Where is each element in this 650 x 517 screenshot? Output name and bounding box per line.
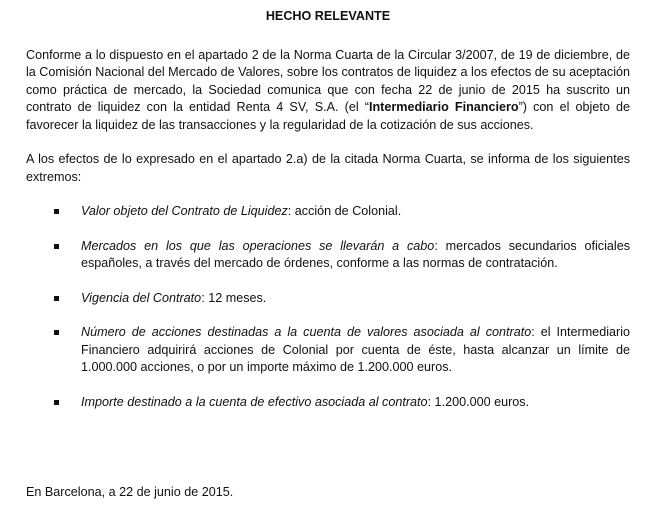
bullet-term: Número de acciones destinadas a la cuenta de valores asociada al contrato (81, 325, 532, 339)
intro-paragraph (26, 47, 630, 135)
bullet-term: Mercados en los que las operaciones se llevarán a cabo (81, 238, 435, 253)
bullet-term: Valor objeto del Contrato de Liquidez (81, 204, 288, 218)
bullet-text: : 12 meses. (201, 290, 267, 305)
list-item (26, 324, 630, 377)
intro-text-start: Conforme a lo dispuesto en el apartado 2 de la Norma Cuarta de la Circular 3/2007, de 19 de diciembre, de la Comisión Nacional del Mercado de Valores, sobre los contratos de liquidez a los efectos de su aceptación como práctica de mercado, la Sociedad comunica que con fecha 22 de junio de 2015 ha suscrito un contrato de liquidez con la entidad Renta 4 SV, S.A. (el “ (26, 47, 630, 114)
list-item (26, 290, 630, 308)
intro-text-end: ”) con el objeto de favorecer la liquidez de las transacciones y la regularidad de la cotización de sus acciones. (26, 100, 630, 132)
bullet-term: Importe destinado a la cuenta de efectivo asociada al contrato (81, 394, 428, 409)
square-bullet-icon (54, 244, 59, 249)
square-bullet-icon (54, 209, 59, 214)
document-title: HECHO RELEVANTE (265, 9, 391, 23)
square-bullet-icon (54, 296, 59, 301)
bullet-text: : 1.200.000 euros. (427, 394, 530, 409)
square-bullet-icon (54, 400, 59, 405)
bullet-text: : el Intermediario Financiero adquirirá acciones de Colonial por cuenta de éste, hasta alcanzar un límite de 1.000.000 acciones, o por un importe máximo de 1.200.000 euros. (81, 325, 630, 374)
extremes-list (26, 203, 630, 411)
list-item (26, 238, 630, 273)
bullet-text: : mercados secundarios oficiales españoles, a través del mercado de órdenes, conforme a las normas de contratación. (81, 238, 630, 270)
list-item (26, 394, 630, 412)
list-item (26, 203, 630, 221)
extremes-paragraph: A los efectos de lo expresado en el apartado 2.a) de la citada Norma Cuarta, se informa de los siguientes extremos: (26, 152, 630, 184)
document-page (26, 8, 630, 428)
closing-line: En Barcelona, a 22 de junio de 2015. (26, 485, 234, 499)
bullet-text: : acción de Colonial. (287, 204, 402, 218)
intro-bold-term: Intermediario Financiero (368, 100, 519, 114)
square-bullet-icon (54, 330, 59, 335)
bullet-term: Vigencia del Contrato (81, 290, 202, 305)
